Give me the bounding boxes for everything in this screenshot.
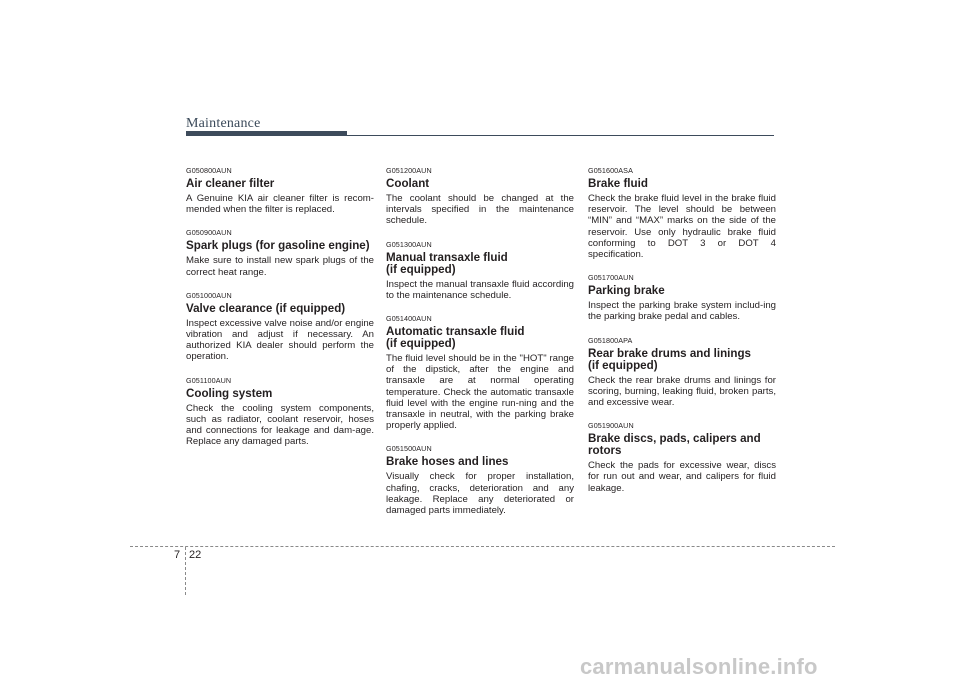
section-heading: Valve clearance (if equipped) (186, 301, 346, 315)
section-code: G050900AUN (186, 228, 232, 238)
section-heading: Brake discs, pads, calipers and rotors (588, 432, 761, 458)
section-brake-discs-pads (588, 421, 776, 494)
section-code: G051700AUN (588, 273, 634, 283)
section-code: G051500AUN (386, 444, 432, 454)
section-code: G051200AUN (386, 166, 432, 175)
section-heading: Automatic transaxle fluid (if equipped) (386, 325, 525, 351)
section-body: The fluid level should be in the "HOT" range of the dipstick, after the engine and transaxle are at normal operating temperature. Check the automatic transaxle fluid level with the engine run-ning and the transaxle in neutral, with the parking brake properly applied. (386, 353, 574, 432)
section-heading: Brake hoses and lines (386, 455, 509, 469)
section-body: Check the cooling system components, such as radiator, coolant reservoir, hoses and connections for leakage and dam-age. Replace any damaged parts. (186, 402, 374, 448)
page-number: 22 (189, 549, 202, 561)
section-body: Make sure to install new spark plugs of the correct heat range. (186, 255, 374, 278)
header-rule (186, 135, 774, 136)
section-heading: Air cleaner filter (186, 177, 275, 190)
section-code: G051000AUN (186, 290, 232, 300)
page-header-title: Maintenance (186, 116, 261, 131)
section-code: G051800APA (588, 335, 633, 345)
section-heading: Brake fluid (588, 177, 648, 190)
section-body: A Genuine KIA air cleaner filter is recom-mended when the filter is replaced. (186, 193, 374, 216)
section-brake-fluid (588, 166, 776, 260)
section-body: Check the pads for excessive wear, discs for run out and wear, and calipers for fluid leakage. (588, 460, 776, 494)
section-heading: Manual transaxle fluid (if equipped) (386, 250, 508, 276)
section-body: Inspect the manual transaxle fluid according to the maintenance schedule. (386, 278, 574, 301)
watermark: carmanualsonline.info (580, 654, 818, 679)
section-body: Inspect the parking brake system includ-ing the parking brake pedal and cables. (588, 300, 776, 323)
section-heading: Rear brake drums and linings (if equipped) (588, 346, 752, 372)
footer-divider (185, 547, 186, 595)
section-heading: Coolant (386, 177, 430, 190)
section-coolant (386, 166, 574, 227)
section-heading: Spark plugs (for gasoline engine) (186, 239, 370, 253)
section-body: The coolant should be changed at the intervals specified in the maintenance schedule. (386, 193, 574, 227)
chapter-number: 7 (174, 549, 181, 561)
section-code: G051400AUN (386, 314, 432, 324)
section-parking-brake (588, 273, 776, 322)
section-air-cleaner-filter (186, 166, 374, 215)
section-cooling-system (186, 376, 374, 448)
section-rear-brake-drums (588, 336, 776, 409)
section-body: Check the brake fluid level in the brake fluid reservoir. The level should be between “MIN” and “MAX” marks on the side of the reservoir. Use only hydraulic brake fluid conforming to DOT 3 or DOT 4 specification. (588, 193, 776, 261)
section-valve-clearance (186, 291, 374, 363)
section-manual-transaxle-fluid (386, 240, 574, 301)
text-column-1 (186, 166, 374, 460)
text-column-3 (588, 166, 776, 507)
section-body: Check the rear brake drums and linings for scoring, burning, leaking fluid, broken parts, and excessive wear. (588, 374, 776, 409)
section-code: G051100AUN (186, 375, 232, 385)
text-column-2 (386, 166, 574, 529)
section-automatic-transaxle-fluid (386, 314, 574, 431)
section-code: G051300AUN (386, 239, 432, 249)
section-code: G050800AUN (186, 166, 232, 175)
section-code: G051600ASA (588, 166, 633, 175)
section-body: Inspect excessive valve noise and/or engine vibration and adjust if necessary. An authorized KIA dealer should perform the operation. (186, 317, 374, 363)
section-spark-plugs (186, 228, 374, 277)
section-brake-hoses-and-lines (386, 444, 574, 516)
footer-rule (130, 546, 835, 547)
section-heading: Parking brake (588, 284, 665, 298)
section-heading: Cooling system (186, 386, 273, 400)
section-body: Visually check for proper installation, chafing, cracks, deterioration and any leakage. Replace any deteriorated or damaged parts immediately. (386, 471, 574, 517)
section-code: G051900AUN (588, 421, 634, 431)
